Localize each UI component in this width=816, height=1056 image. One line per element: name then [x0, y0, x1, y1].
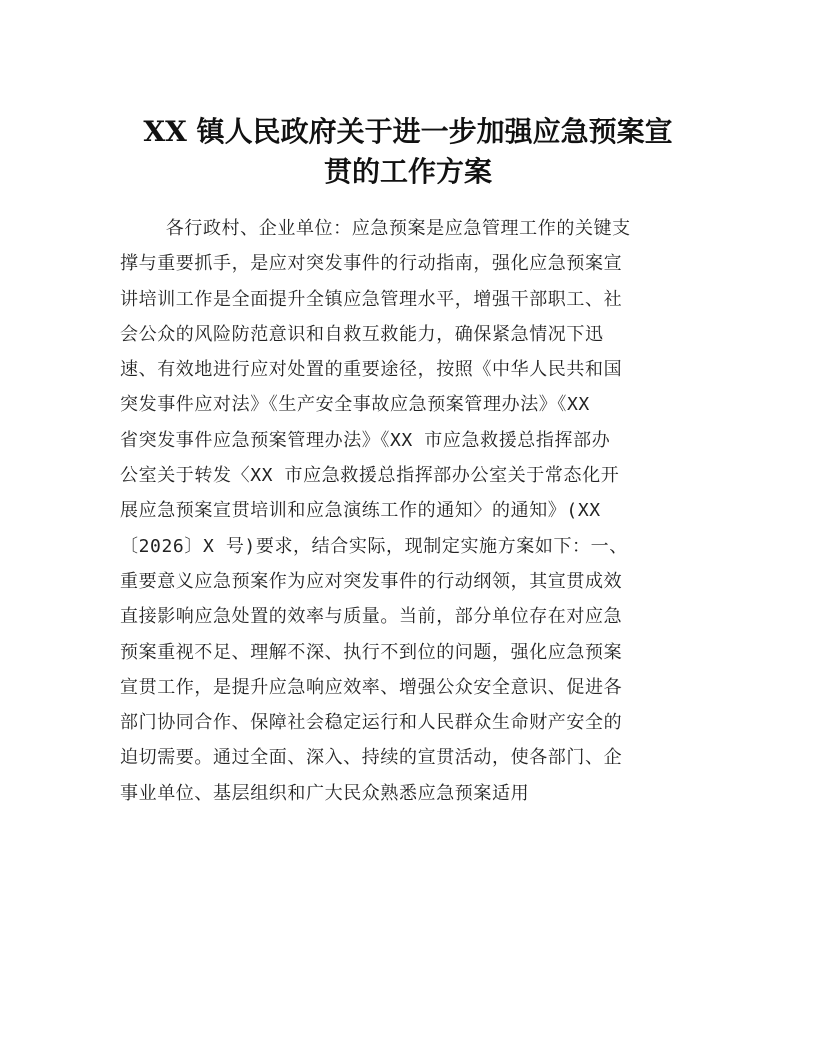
body-line: 宣贯工作，是提升应急响应效率、增强公众安全意识、促进各: [120, 676, 623, 698]
body-line: 省突发事件应急预案管理办法》《XX 市应急救援总指挥部办: [120, 429, 611, 451]
body-line: 突发事件应对法》《生产安全事故应急预案管理办法》《XX: [120, 394, 590, 416]
body-line: 重要意义应急预案作为应对突发事件的行动纲领，其宣贯成效: [120, 570, 623, 592]
body-line: 展应急预案宣贯培训和应急演练工作的通知〉的通知》(XX: [120, 500, 601, 522]
body-line: 部门协同合作、保障社会稳定运行和人民群众生命财产安全的: [120, 712, 623, 734]
body-line: 〔2026〕X 号)要求，结合实际，现制定实施方案如下：一、: [120, 535, 628, 557]
body-line: 撑与重要抓手，是应对突发事件的行动指南，强化应急预案宣: [120, 253, 623, 275]
body-line: 预案重视不足、理解不深、执行不到位的问题，强化应急预案: [120, 641, 623, 663]
document-title: [118, 112, 698, 192]
document-body: [120, 211, 700, 811]
body-line: 迫切需要。通过全面、深入、持续的宣贯活动，使各部门、企: [120, 747, 623, 769]
body-line: 公室关于转发〈XX 市应急救援总指挥部办公室关于常态化开: [120, 465, 620, 487]
body-line: 讲培训工作是全面提升全镇应急管理水平，增强干部职工、社: [120, 288, 623, 310]
body-line: 事业单位、基层组织和广大民众熟悉应急预案适用: [120, 782, 530, 804]
title-line-1: XX 镇人民政府关于进一步加强应急预案宣: [143, 115, 673, 148]
title-line-2: 贯的工作方案: [323, 155, 492, 188]
body-line: 速、有效地进行应对处置的重要途径，按照《中华人民共和国: [120, 359, 623, 381]
body-line: 直接影响应急处置的效率与质量。当前，部分单位存在对应急: [120, 606, 623, 628]
body-line: 会公众的风险防范意识和自救互救能力，确保紧急情况下迅: [120, 323, 604, 345]
body-line: 各行政村、企业单位：应急预案是应急管理工作的关键支: [120, 218, 631, 239]
